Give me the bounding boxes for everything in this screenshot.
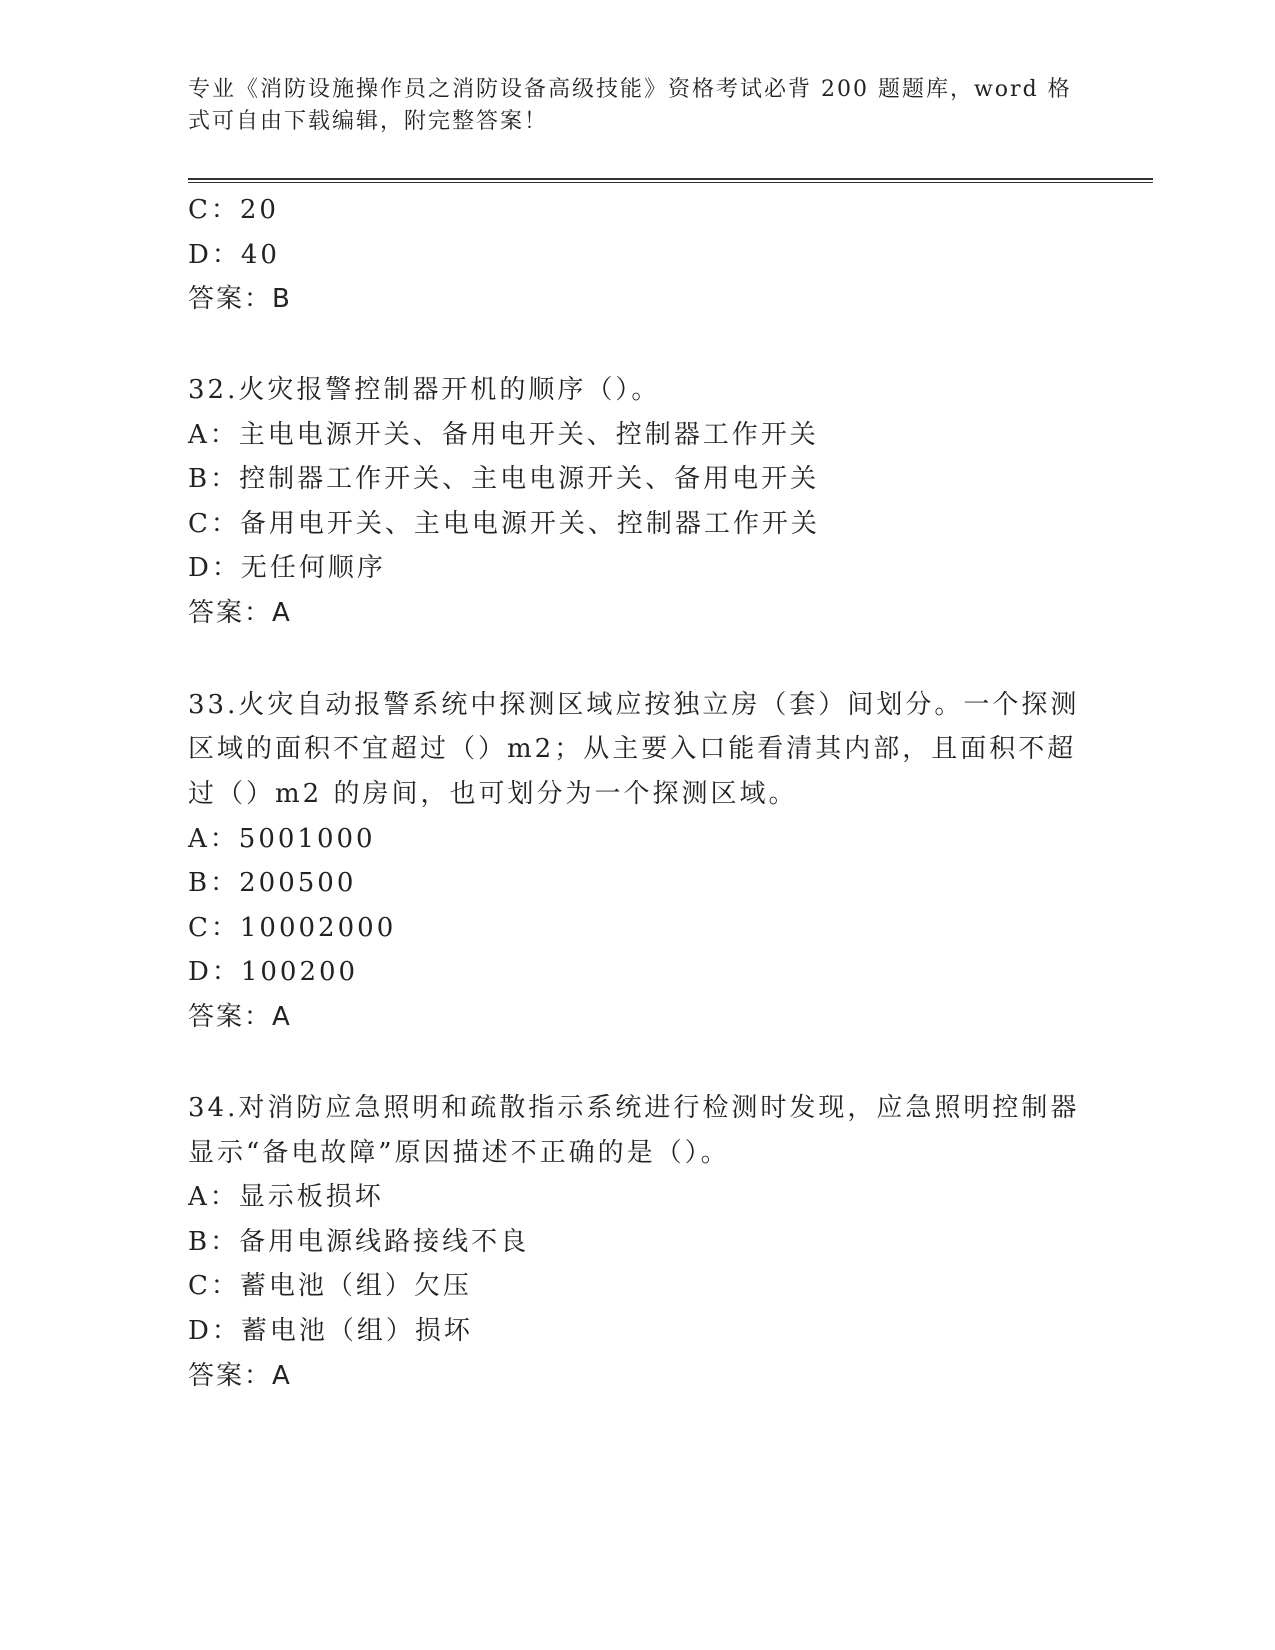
q34-option-c: C：蓄电池（组）欠压 [188,1271,472,1301]
q34-option-d: D：蓄电池（组）损坏 [188,1316,473,1346]
q34-option-b: B：备用电源线路接线不良 [188,1227,530,1257]
q32-option-d: D：无任何顺序 [188,553,386,583]
q32-option-c: C：备用电开关、主电电源开关、控制器工作开关 [188,509,820,539]
q33-option-c: C：10002000 [188,913,397,943]
q33-option-d: D：100200 [188,957,359,987]
prev-answer: 答案：B [188,284,292,314]
q33-stem-line-2: 区域的面积不宜超过（）m2；从主要入口能看清其内部，且面积不超 [188,734,1077,764]
header-line-1: 专业《消防设施操作员之消防设备高级技能》资格考试必背 200 题题库，word 格 [188,77,1072,102]
q34-stem-line-2: 显示“备电故障”原因描述不正确的是（）。 [188,1138,730,1168]
header-divider [188,178,1153,183]
q32-stem: 32.火灾报警控制器开机的顺序（）。 [188,375,661,405]
q33-answer: 答案：A [188,1002,292,1032]
q34-stem-line-1: 34.对消防应急照明和疏散指示系统进行检测时发现，应急照明控制器 [188,1093,1080,1123]
q33-option-a: A：5001000 [188,824,376,854]
document-header [188,74,1088,138]
q34-answer: 答案：A [188,1361,292,1391]
q34-option-a: A：显示板损坏 [188,1182,384,1212]
q33-stem-line-3: 过（）m2 的房间，也可划分为一个探测区域。 [188,779,798,809]
q32-option-a: A：主电电源开关、备用电开关、控制器工作开关 [188,420,819,450]
prev-option-c: C：20 [188,195,279,225]
prev-option-d: D：40 [188,240,280,270]
q32-answer: 答案：A [188,598,292,628]
header-line-2: 式可自由下载编辑，附完整答案！ [188,109,549,134]
q33-option-b: B：200500 [188,868,357,898]
q33-stem-line-1: 33.火灾自动报警系统中探测区域应按独立房（套）间划分。一个探测 [188,690,1080,720]
q32-option-b: B：控制器工作开关、主电电源开关、备用电开关 [188,464,820,494]
